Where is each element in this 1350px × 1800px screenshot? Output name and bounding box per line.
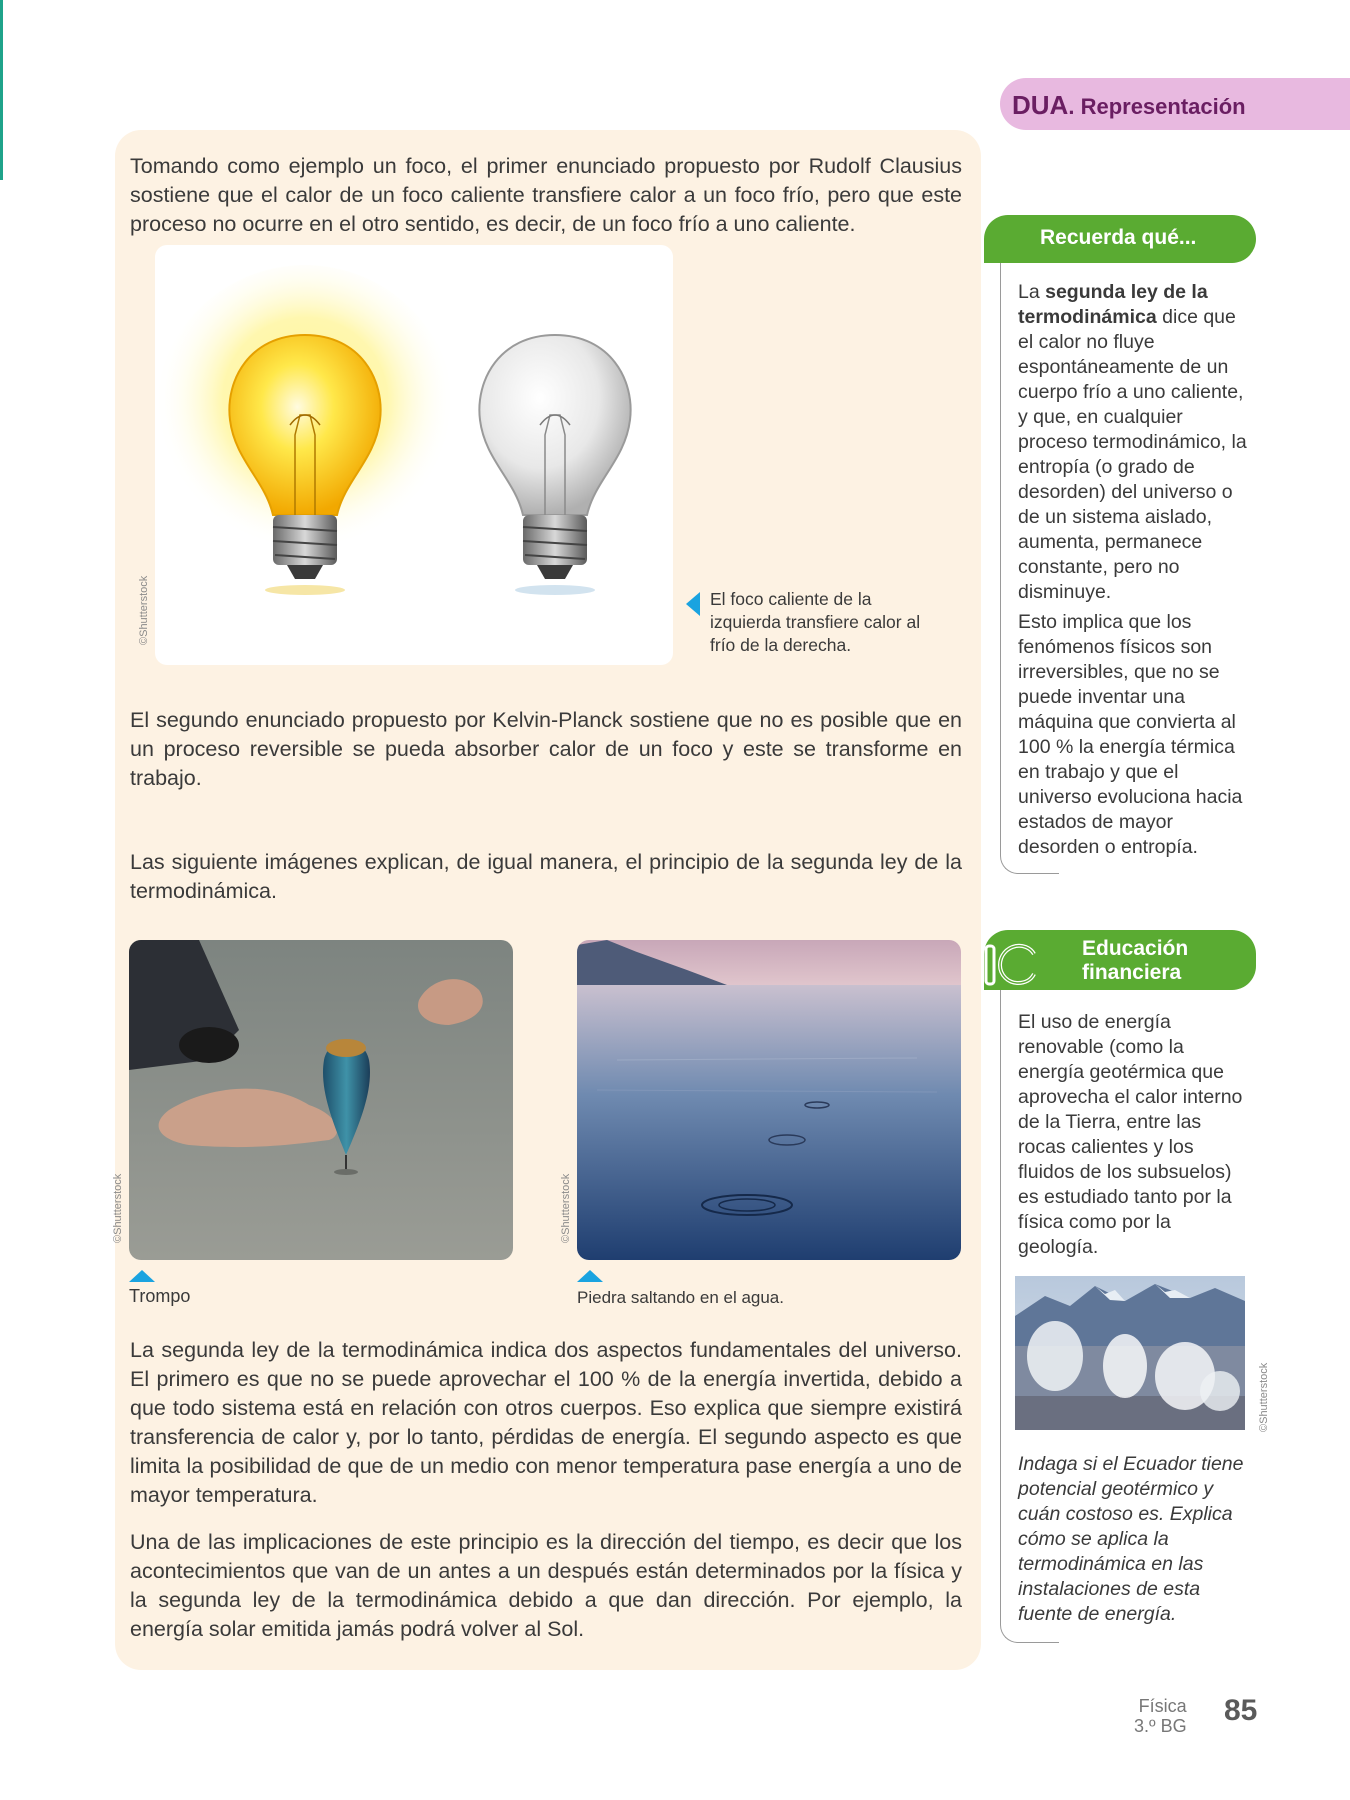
edu-activity: Indaga si el Ecuador tiene potencial geotérmico y cuán costoso es. Explica cómo se aplica la termodinámica en las instalaciones de esta fuente de energía. (1018, 1453, 1244, 1625)
bulbs-caption: El foco caliente de la izquierda transfiere calor al frío de la derecha. (710, 589, 921, 655)
page-number: 85 (1224, 1694, 1258, 1727)
edu-title-line2: financiera (1082, 961, 1182, 984)
paragraph-clausius: Tomando como ejemplo un foco, el primer enunciado propuesto por Rudolf Clausius sostiene que el calor de un foco caliente transfiere calor a un foco frío, pero que este proceso no ocurre en el otro sentido, es decir, de un foco frío a uno caliente. (130, 154, 962, 236)
photo2-caption: Piedra saltando en el agua. (577, 1288, 784, 1307)
geyser-credit: ©Shutterstock (1258, 1362, 1270, 1432)
dua-bold: DUA (1012, 90, 1069, 120)
footer-grade: 3.º BG (1134, 1716, 1187, 1736)
photo-geysers (1015, 1276, 1245, 1430)
photo-stone-skipping (577, 940, 961, 1260)
dua-banner (1000, 78, 1350, 130)
bulbs-illustration (155, 245, 673, 665)
photo2-credit: ©Shutterstock (560, 1173, 572, 1243)
paragraph-second-law-aspects: La segunda ley de la termodinámica indica dos aspectos fundamentales del universo. El primero es que no se puede aprovechar el 100 % de la energía invertida, debido a que todo sistema está en relación con otros cuerpos. Eso explica que siempre existirá transferencia de calor y, por lo tanto, pérdidas de energía. El segundo aspecto es que limita la posibilidad de que de un medio con menor temperatura pase energía a uno de mayor temperatura. (130, 1338, 962, 1507)
dua-rest: . Representación (1068, 94, 1246, 119)
page-edge-line (0, 0, 3, 180)
caption-pointer-icon (577, 1270, 603, 1282)
recuerda-rest: dice que el calor no fluye espontáneamente de un cuerpo frío a uno caliente, y que, en cualquier proceso termodinámico, la entropía (o grado de desorden) del universo o de un sistema aislado, aumenta, permanece constante, pero no disminuye. (1018, 306, 1247, 603)
paragraph-kelvin-planck: El segundo enunciado propuesto por Kelvin-Planck sostiene que no es posible que en un proceso reversible se pueda absorber calor de un foco y este se transforme en trabajo. (130, 708, 962, 790)
recuerda-text (1018, 280, 1254, 605)
edu-title-line1: Educación (1082, 937, 1189, 960)
caption-pointer-icon (129, 1270, 155, 1282)
photo1-caption: Trompo (129, 1286, 191, 1306)
recuerda-text-2: Esto implica que los fenómenos físicos son irreversibles, que no se puede inventar una máquina que convierta al 100 % la energía térmica en trabajo y que el universo evoluciona hacia estados de mayor desorden o entropía. (1018, 611, 1243, 858)
recuerda-header (984, 215, 1256, 263)
recuerda-title: Recuerda qué... (1040, 226, 1197, 249)
bulbs-credit: ©Shutterstock (138, 575, 150, 645)
bulbs-figure (155, 245, 673, 665)
footer-subject-name: Física (1138, 1696, 1187, 1716)
recuerda-pre: La (1018, 281, 1046, 303)
paragraph-time-direction: Una de las implicaciones de este principio es la dirección del tiempo, es decir que los acontecimientos que van de un antes a un después están determinados por la física y la segunda ley de la termodinámica debido a que dan dirección. Por ejemplo, la energía solar emitida jamás podrá volver al Sol. (130, 1530, 962, 1641)
photo-spinning-top (129, 940, 513, 1260)
edu-title (1082, 937, 1188, 985)
footer-subject (1134, 1696, 1187, 1736)
ic-logo-icon (982, 940, 1042, 988)
edu-text: El uso de energía renovable (como la energía geotérmica que aprovecha el calor interno de la Tierra, entre las rocas calientes y los fluidos de los subsuelos) es estudiado tanto por la física como por la geología. (1018, 1011, 1243, 1258)
dua-title (1012, 90, 1246, 121)
caption-pointer-icon (686, 592, 700, 616)
paragraph-images-intro: Las siguiente imágenes explican, de igual manera, el principio de la segunda ley de la termodinámica. (130, 850, 962, 903)
photo1-credit: ©Shutterstock (112, 1173, 124, 1243)
recuerda-bold: segunda ley de la termodinámica (1018, 281, 1208, 328)
